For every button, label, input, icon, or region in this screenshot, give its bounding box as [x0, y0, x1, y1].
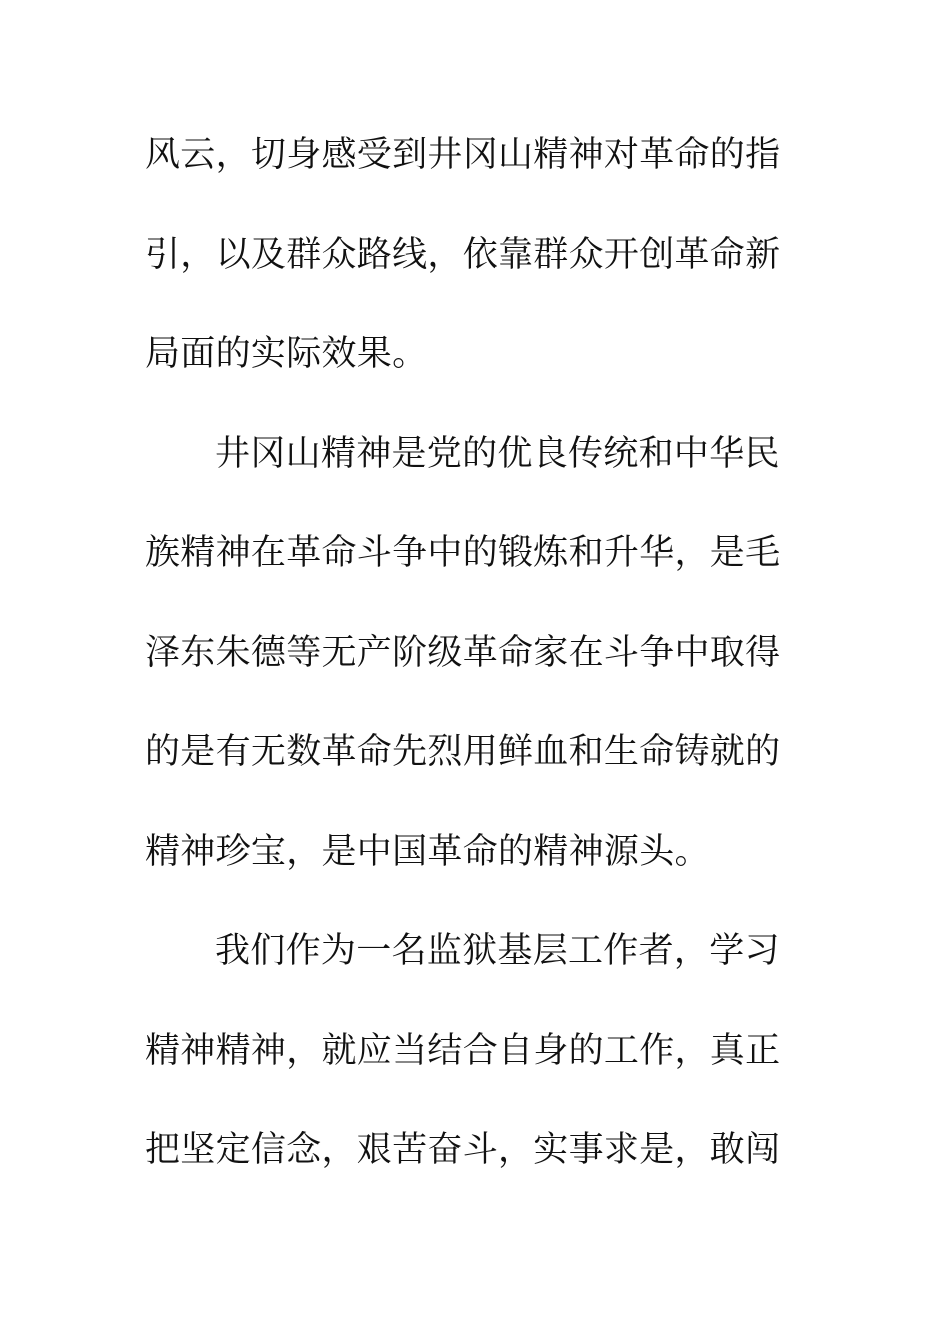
text-line: 精神珍宝，是中国革命的精神源头。 — [145, 831, 710, 872]
text-line: 精神精神，就应当结合自身的工作，真正 — [145, 1030, 781, 1071]
text-line: 局面的实际效果。 — [145, 334, 428, 374]
document-body — [145, 124, 785, 1219]
text-line: 把坚定信念，艰苦奋斗，实事求是，敢闯 — [145, 1130, 781, 1170]
text-line: 族精神在革命斗争中的锻炼和升华，是毛 — [145, 533, 781, 573]
paragraph-start-line: 我们作为一名监狱基层工作者，学习 — [215, 931, 780, 971]
text-line: 风云，切身感受到井冈山精神对革命的指 — [145, 135, 781, 175]
paragraph-start-line: 井冈山精神是党的优良传统和中华民 — [215, 433, 780, 474]
text-line: 泽东朱德等无产阶级革命家在斗争中取得 — [145, 632, 781, 673]
text-line: 引，以及群众路线，依靠群众开创革命新 — [145, 234, 781, 275]
text-line: 的是有无数革命先烈用鲜血和生命铸就的 — [145, 732, 781, 772]
